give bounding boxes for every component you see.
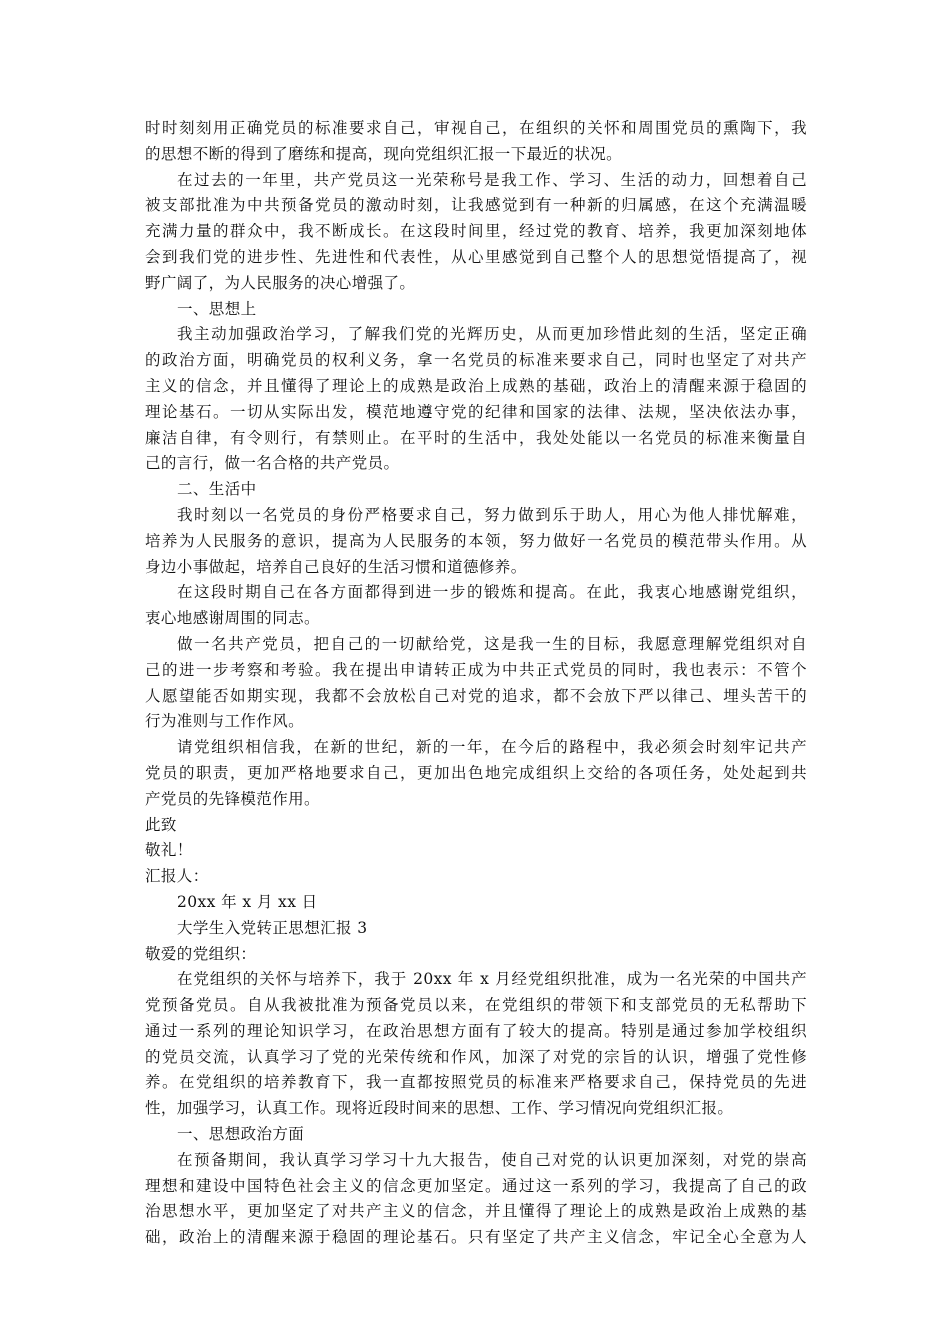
text-line: 的党员交流，认真学习了党的光荣传统和作风，加深了对党的宗旨的认识，增强了党性修 bbox=[145, 1047, 807, 1066]
text-line: 产党员的先锋模范作用。 bbox=[145, 789, 320, 808]
text-line: 治思想水平，更加坚定了对共产主义的信念，并且懂得了理论上的成熟是政治上成熟的基 bbox=[145, 1202, 807, 1221]
text-line: 廉洁自律，有令则行，有禁则止。在平时的生活中，我处处能以一名党员的标准来衡量自 bbox=[145, 428, 807, 447]
text-line: 党员的职责，更加严格地要求自己，更加出色地完成组织上交给的各项任务，处处起到共 bbox=[145, 763, 807, 782]
text-line: 通过一系列的理论知识学习，在政治思想方面有了较大的提高。特别是通过参加学校组织 bbox=[145, 1021, 807, 1040]
text-line: 我主动加强政治学习，了解我们党的光辉历史，从而更加珍惜此刻的生活，坚定正确 bbox=[177, 325, 807, 344]
text-line: 此致 bbox=[145, 815, 177, 834]
text-line: 主义的信念，并且懂得了理论上的成熟是政治上成熟的基础，政治上的清醒来源于稳固的 bbox=[145, 376, 807, 395]
text-line: 衷心地感谢周围的同志。 bbox=[145, 609, 320, 628]
text-line: 时时刻刻用正确党员的标准要求自己，审视自己，在组织的关怀和周围党员的熏陶下，我 bbox=[145, 119, 807, 137]
text-line: 被支部批准为中共预备党员的激动时刻，让我感觉到有一种新的归属感，在这个充满温暖 bbox=[145, 196, 807, 215]
text-line: 敬礼！ bbox=[145, 841, 193, 860]
text-line: 二、生活中 bbox=[177, 480, 257, 499]
text-line: 充满力量的群众中，我不断成长。在这段时间里，经过党的教育、培养，我更加深刻地体 bbox=[145, 222, 807, 241]
text-line: 汇报人： bbox=[145, 867, 209, 886]
text-line: 在预备期间，我认真学习学习十九大报告，使自己对党的认识更加深刻，对党的崇高 bbox=[177, 1150, 807, 1169]
text-line: 培养为人民服务的意识，提高为人民服务的本领，努力做好一名党员的模范带头作用。从 bbox=[145, 531, 807, 550]
text-line: 人愿望能否如期实现，我都不会放松自己对党的追求，都不会放下严以律己、埋头苦干的 bbox=[145, 686, 807, 705]
text-line: 20xx 年 x 月 xx 日 bbox=[177, 892, 318, 911]
text-line: 做一名共产党员，把自己的一切献给党，这是我一生的目标，我愿意理解党组织对自 bbox=[177, 634, 807, 653]
text-line: 在党组织的关怀与培养下，我于 20xx 年 x 月经党组织批准，成为一名光荣的中国共产 bbox=[177, 970, 807, 989]
text-line: 野广阔了，为人民服务的决心增强了。 bbox=[145, 273, 416, 292]
text-line: 一、思想上 bbox=[177, 299, 257, 318]
text-line: 请党组织相信我，在新的世纪，新的一年，在今后的路程中，我必须会时刻牢记共产 bbox=[177, 738, 807, 757]
text-line: 在过去的一年里，共产党员这一光荣称号是我工作、学习、生活的动力，回想着自己 bbox=[177, 170, 807, 189]
text-line: 的思想不断的得到了磨练和提高，现向党组织汇报一下最近的状况。 bbox=[145, 144, 623, 163]
text-line: 大学生入党转正思想汇报 3 bbox=[177, 918, 368, 937]
text-line: 敬爱的党组织： bbox=[145, 944, 257, 963]
text-line: 养。在党组织的培养教育下，我一直都按照党员的标准来严格要求自己，保持党员的先进 bbox=[145, 1073, 807, 1092]
text-line: 党预备党员。自从我被批准为预备党员以来，在党组织的带领下和支部党员的无私帮助下 bbox=[145, 996, 807, 1015]
text-line: 一、思想政治方面 bbox=[177, 1125, 305, 1144]
text-line: 己的进一步考察和考验。我在提出申请转正成为中共正式党员的同时，我也表示：不管个 bbox=[145, 660, 807, 679]
text-line: 会到我们党的进步性、先进性和代表性，从心里感觉到自己整个人的思想觉悟提高了，视 bbox=[145, 247, 807, 266]
text-line: 行为准则与工作作风。 bbox=[145, 712, 305, 731]
text-line: 理论基石。一切从实际出发，模范地遵守党的纪律和国家的法律、法规，坚决依法办事， bbox=[145, 402, 807, 421]
text-line: 己的言行，做一名合格的共产党员。 bbox=[145, 454, 400, 473]
text-line: 理想和建设中国特色社会主义的信念更加坚定。通过这一系列的学习，我提高了自己的政 bbox=[145, 1176, 807, 1195]
document-page bbox=[145, 116, 807, 1251]
text-line: 的政治方面，明确党员的权利义务，拿一名党员的标准来要求自己，同时也坚定了对共产 bbox=[145, 351, 807, 370]
text-line: 身边小事做起，培养自己良好的生活习惯和道德修养。 bbox=[145, 557, 527, 576]
text-line: 在这段时期自己在各方面都得到进一步的锻炼和提高。在此，我衷心地感谢党组织， bbox=[177, 583, 807, 602]
text-line: 础，政治上的清醒来源于稳固的理论基石。只有坚定了共产主义信念，牢记全心全意为人 bbox=[145, 1228, 807, 1247]
text-line: 性，加强学习，认真工作。现将近段时间来的思想、工作、学习情况向党组织汇报。 bbox=[145, 1099, 734, 1118]
text-line: 我时刻以一名党员的身份严格要求自己，努力做到乐于助人，用心为他人排忧解难， bbox=[177, 505, 807, 524]
